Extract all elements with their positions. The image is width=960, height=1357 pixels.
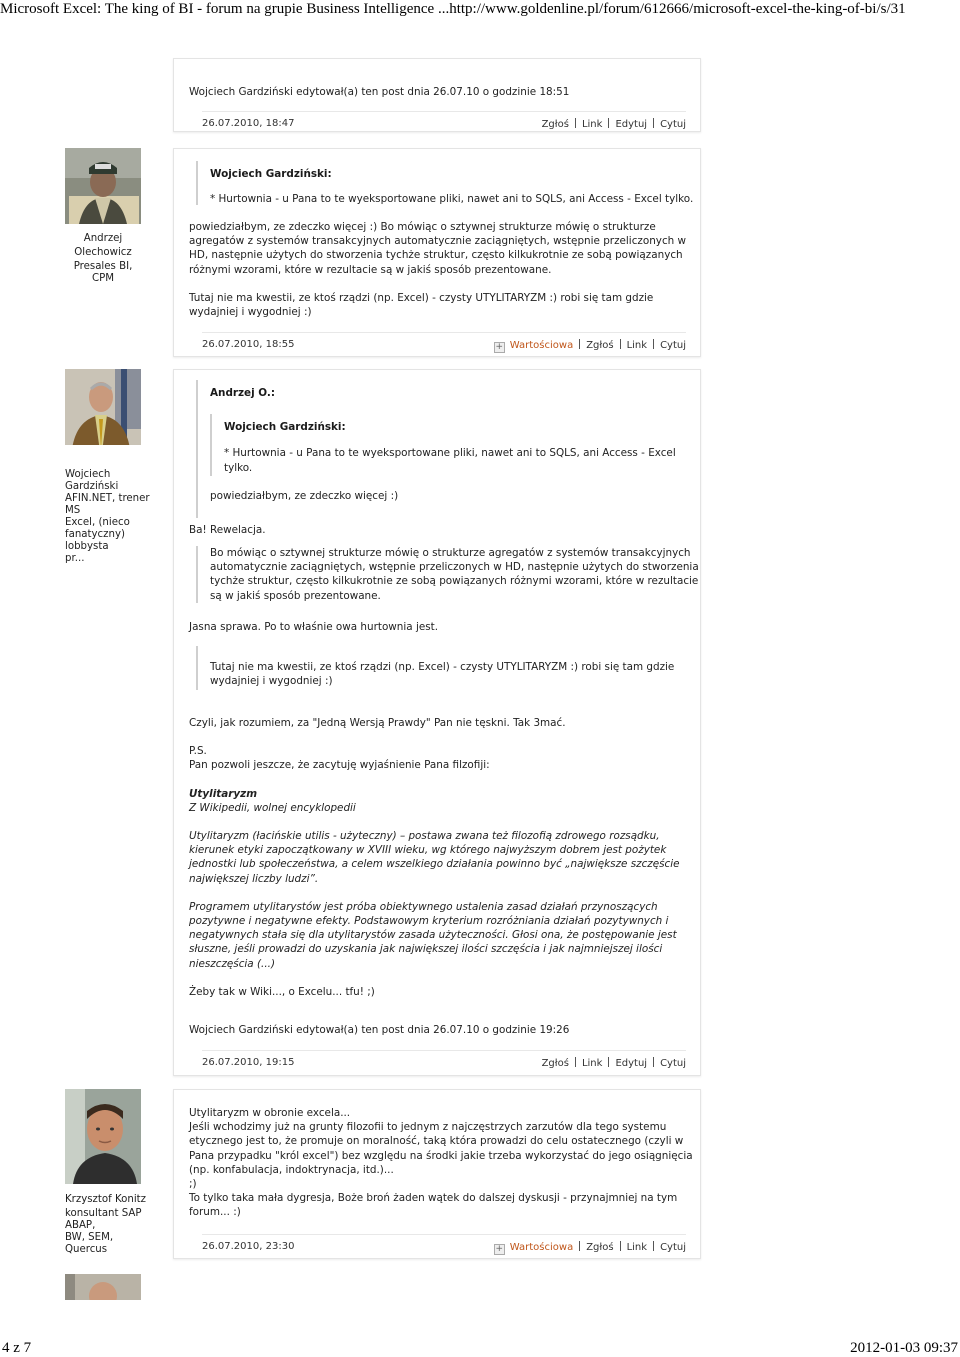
edit-note: Wojciech Gardziński edytował(a) ten post dnia 26.07.10 o godzinie 19:26 bbox=[189, 1024, 570, 1037]
author-role: lobbysta bbox=[65, 541, 109, 552]
quote-link[interactable]: Cytuj bbox=[660, 119, 686, 130]
plus-icon[interactable]: + bbox=[495, 342, 504, 352]
print-header: Microsoft Excel: The king of BI - forum na grupie Business Intelligence ...http://www.goldenline.pl/forum/612666/microsoft-excel-the-king-of-bi/s/31 bbox=[0, 1, 906, 17]
post-meta bbox=[202, 1050, 686, 1073]
body-line: Tutaj nie ma kwestii, ze ktoś rządzi (np. Excel) - czysty UTYLITARYZM :) robi się tam gdzie bbox=[189, 291, 654, 304]
report-link[interactable]: Zgłoś bbox=[586, 340, 614, 351]
quote-author: Andrzej O.: bbox=[210, 387, 275, 399]
author-name[interactable]: Andrzej bbox=[83, 233, 123, 244]
author-role: Excel, (nieco bbox=[65, 517, 130, 528]
post-body bbox=[189, 1106, 694, 1220]
quote-line: automatycznie zaciągniętych, wstępnie przeliczonych w HD, następnie użytych do stworzenia bbox=[210, 561, 699, 574]
quote-block bbox=[196, 646, 700, 690]
author-name[interactable]: Krzysztof Konitz bbox=[65, 1194, 146, 1205]
quote-line: wydajniej i wygodniej :) bbox=[210, 675, 333, 688]
quote-text: * Hurtownia - u Pana to te wyeksportowane pliki, nawet ani to SQLS, ani Access - Excel tylko. bbox=[210, 193, 694, 206]
quote-author: Wojciech Gardziński: bbox=[210, 168, 332, 180]
body-line: nieszczęścia (...) bbox=[189, 957, 275, 970]
author-role: konsultant SAP bbox=[65, 1208, 142, 1219]
permalink[interactable]: Link bbox=[581, 1058, 603, 1069]
permalink[interactable]: Link bbox=[626, 340, 648, 351]
quote-text: * Hurtownia - u Pana to te wyeksportowane pliki, nawet ani to SQLS, ani Access - Excel bbox=[224, 447, 676, 460]
body-line: (np. konfabulacja, indoktrynacja, itd.)... bbox=[189, 1163, 394, 1176]
quote-line: są w jakiś sposób prezentowane. bbox=[210, 589, 381, 602]
quote-link[interactable]: Cytuj bbox=[660, 1058, 686, 1069]
body-line: etycznego jest to, że promuje on moralność, taką która prowadzi do celu ostatecznego (czyli w bbox=[189, 1135, 684, 1148]
page-number: 4 z 7 bbox=[2, 1340, 32, 1356]
post-meta bbox=[202, 111, 686, 134]
quote-line: Bo mówiąc o sztywnej strukturze mówię o strukturze agregatów z systemów transakcyjnych bbox=[210, 547, 691, 559]
post-0 bbox=[173, 58, 701, 132]
post-actions bbox=[542, 1057, 686, 1069]
report-link[interactable]: Zgłoś bbox=[541, 1058, 569, 1069]
post-2 bbox=[173, 369, 701, 1076]
wiki-title: Utylitaryzm bbox=[189, 787, 258, 800]
wiki-paragraph bbox=[189, 829, 694, 971]
post-date: 26.07.2010, 18:47 bbox=[202, 118, 295, 129]
post-actions bbox=[542, 118, 686, 130]
body-line: P.S. bbox=[189, 745, 207, 758]
post-date: 26.07.2010, 18:55 bbox=[202, 339, 295, 350]
post-3 bbox=[173, 1089, 701, 1259]
report-link[interactable]: Zgłoś bbox=[586, 1242, 614, 1253]
quote-line: Tutaj nie ma kwestii, ze ktoś rządzi (np. Excel) - czysty UTYLITARYZM :) robi się tam gdzie bbox=[210, 661, 675, 673]
author-role: pr... bbox=[65, 553, 85, 564]
author-role: BW, SEM, bbox=[65, 1232, 114, 1243]
body-line: ;) bbox=[189, 1178, 197, 1191]
post-1 bbox=[173, 148, 701, 357]
outer-quote bbox=[196, 380, 700, 518]
body-line: pozytywne i negatywne efekty. Podstawowym kryterium rozróżniania działań pozytywnych i bbox=[189, 915, 669, 928]
inner-quote bbox=[210, 414, 700, 476]
avatar-next-post[interactable] bbox=[65, 1274, 141, 1300]
author-info bbox=[65, 1194, 155, 1256]
body-line: Pana przypadku "król excel") bez względu na środki jakie trzeba wykorzystać do jego osiągnięcia bbox=[189, 1149, 693, 1162]
author-info bbox=[62, 233, 144, 285]
quote-block bbox=[196, 546, 700, 603]
edit-link[interactable]: Edytuj bbox=[615, 119, 648, 130]
quote-text: tylko. bbox=[224, 461, 253, 474]
body-line: Czyli, jak rozumiem, za "Jedną Wersją Prawdy" Pan nie tęskni. Tak 3mać. bbox=[189, 717, 566, 729]
body-line: kierunek etyki zapoczątkowany w XVIII wieku, wg którego najwyższym dobrem jest pożytek bbox=[189, 844, 667, 857]
post-date: 26.07.2010, 23:30 bbox=[202, 1241, 295, 1252]
body-line: słuszne, jeśli prowadzi do uzyskania jak największej ilości szczęścia i jak najmniejszej ilości bbox=[189, 943, 663, 956]
author-name[interactable]: Wojciech bbox=[65, 469, 111, 480]
reply-text: Jasna sprawa. Po to właśnie owa hurtownia jest. bbox=[189, 621, 439, 633]
body-line: Utylitaryzm w obronie excela... bbox=[189, 1107, 351, 1119]
reply-text: Ba! Rewelacja. bbox=[189, 524, 266, 536]
author-role: MS bbox=[65, 505, 81, 516]
quote-line: tychże struktur, często kilkukrotnie ze sobą powiązanych różnymi wzorami, które w rezultacie bbox=[210, 575, 699, 588]
quote-block bbox=[196, 161, 700, 205]
quote-author: Wojciech Gardziński: bbox=[224, 421, 346, 434]
body-line: Programem utylitarystów jest próba obiektywnego ustalenia zasad działań przynoszących bbox=[189, 900, 658, 913]
body-line: Pan pozwoli jeszcze, że zacytuję wyjaśnienie Pana filzofiji: bbox=[189, 759, 490, 772]
author-name[interactable]: Gardziński bbox=[65, 481, 119, 492]
plus-icon[interactable]: + bbox=[495, 1244, 504, 1254]
edit-link[interactable]: Edytuj bbox=[615, 1058, 648, 1069]
body-line: negatywnych stała się dla utylitarystów zasada użyteczności. Głosi ona, że postępowanie jest bbox=[189, 929, 677, 942]
body-line: powiedziałbym, ze zdeczko więcej :) Bo mówiąc o sztywnej strukturze mówię o strukturze bbox=[189, 221, 656, 233]
post-actions bbox=[494, 1241, 686, 1255]
post-meta bbox=[202, 332, 686, 355]
body-line: agregatów z systemów transakcyjnych automatycznie zaciągniętych, wstępnie przeliczonych w bbox=[189, 235, 687, 248]
wiki-source: Z Wikipedii, wolnej encyklopedii bbox=[189, 801, 356, 814]
post-body bbox=[189, 716, 694, 1037]
author-role: Quercus bbox=[65, 1244, 108, 1255]
print-datetime: 2012-01-03 09:37 bbox=[850, 1340, 958, 1356]
post-actions bbox=[494, 339, 686, 353]
body-line: wydajniej i wygodniej :) bbox=[189, 306, 312, 319]
avatar-andrzej-olechowicz[interactable] bbox=[65, 148, 141, 224]
quote-link[interactable]: Cytuj bbox=[660, 1242, 686, 1253]
body-line: jednostki lub społeczeństwa, a celem wszelkiego działania powinno być „największe szczęście bbox=[189, 858, 680, 871]
body-line: forum... :) bbox=[189, 1206, 241, 1219]
valuable-link[interactable]: Wartościowa bbox=[509, 340, 574, 351]
body-line: największej liczby ludzi”. bbox=[189, 872, 319, 885]
quote-link[interactable]: Cytuj bbox=[660, 340, 686, 351]
permalink[interactable]: Link bbox=[581, 119, 603, 130]
avatar-krzysztof-konitz[interactable] bbox=[65, 1089, 141, 1184]
author-role: Presales BI, CPM bbox=[73, 261, 133, 284]
valuable-link[interactable]: Wartościowa bbox=[509, 1242, 574, 1253]
body-line: HD, następnie użytych do stworzenia tychże struktur, często kilkukrotnie ze sobą powiązanych bbox=[189, 249, 683, 262]
body-line: Żeby tak w Wiki..., o Excelu... tfu! ;) bbox=[189, 985, 375, 998]
post-body bbox=[189, 220, 694, 319]
avatar-wojciech-gardzinski[interactable] bbox=[65, 369, 141, 445]
post-meta bbox=[202, 1234, 686, 1257]
author-role: AFIN.NET, trener bbox=[65, 493, 150, 504]
author-info bbox=[65, 469, 155, 565]
body-line: różnymi wzorami, które w rezultacie są w jakiś sposób prezentowane. bbox=[189, 263, 552, 276]
post-date: 26.07.2010, 19:15 bbox=[202, 1057, 295, 1068]
author-role: fanatyczny) bbox=[65, 529, 125, 540]
permalink[interactable]: Link bbox=[626, 1242, 648, 1253]
report-link[interactable]: Zgłoś bbox=[541, 119, 569, 130]
body-line: To tylko taka mała dygresja, Boże broń żaden wątek do dalszej dyskusji - przynajmniej na tym bbox=[189, 1192, 678, 1205]
author-role: ABAP, bbox=[65, 1220, 96, 1231]
author-name[interactable]: Olechowicz bbox=[74, 247, 132, 258]
body-line: Utylitaryzm (łacińskie utilis - użyteczny) – postawa zwana też filozofią zdrowego rozsądku, bbox=[189, 830, 660, 843]
edit-note: Wojciech Gardziński edytował(a) ten post dnia 26.07.10 o godzinie 18:51 bbox=[189, 86, 570, 98]
body-line: Jeśli wchodzimy już na grunty filozofii to jednym z najczęstrzych zarzutów dla tego systemu bbox=[189, 1121, 667, 1134]
quote-text: powiedziałbym, ze zdeczko więcej :) bbox=[210, 490, 399, 503]
